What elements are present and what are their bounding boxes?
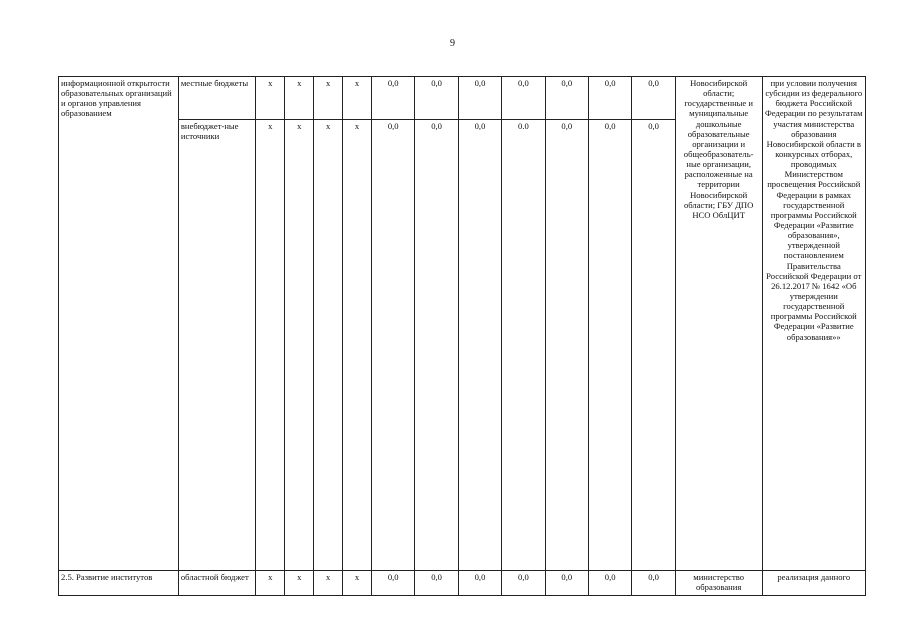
amount-cell: 0,0 bbox=[632, 77, 675, 120]
measure-name-cell: информационной открытости образовательных организаций и органов управления образованием bbox=[59, 77, 179, 571]
x-cell: x bbox=[256, 571, 285, 596]
amount-cell: 0,0 bbox=[632, 571, 675, 596]
x-cell: x bbox=[343, 571, 372, 596]
executor-cell: Новосибирской области; государственные и муниципальные дошкольные образовательные организации и общеобразователь-ные организации, расположенные на территории Новосибирской области; ГБУ ДПО НСО ОблЦИТ bbox=[675, 77, 762, 571]
amount-cell: 0,0 bbox=[458, 120, 501, 571]
x-cell: x bbox=[343, 77, 372, 120]
x-cell: x bbox=[256, 77, 285, 120]
amount-cell: 0,0 bbox=[372, 77, 415, 120]
amount-cell: 0,0 bbox=[458, 77, 501, 120]
page-number: 9 bbox=[450, 38, 455, 49]
amount-cell: 0,0 bbox=[458, 571, 501, 596]
amount-cell: 0,0 bbox=[588, 77, 631, 120]
note-cell: реализация данного bbox=[762, 571, 865, 596]
x-cell: x bbox=[343, 120, 372, 571]
executor-cell: министерство образования bbox=[675, 571, 762, 596]
amount-cell: 0,0 bbox=[588, 120, 631, 571]
amount-cell: 0,0 bbox=[502, 77, 545, 120]
funding-source-cell: местные бюджеты bbox=[178, 77, 255, 120]
x-cell: x bbox=[314, 77, 343, 120]
note-cell: при условии получения субсидии из федерального бюджета Российской Федерации по результатам участия министерства образования Новосибирской области в конкурсных отборах, проводимых Министерством просвещения Российской Федерации в рамках государственной программы Российской Федерации «Развитие образования», утвержденной постановлением Правительства Российской Федерации от 26.12.2017 № 1642 «Об утверждении государственной программы Российской Федерации «Развитие образования»» bbox=[762, 77, 865, 571]
amount-cell: 0,0 bbox=[545, 571, 588, 596]
amount-cell: 0.0 bbox=[502, 120, 545, 571]
funding-source-cell: областной бюджет bbox=[178, 571, 255, 596]
financing-table bbox=[58, 76, 866, 596]
x-cell: x bbox=[285, 120, 314, 571]
amount-cell: 0,0 bbox=[372, 120, 415, 571]
amount-cell: 0,0 bbox=[502, 571, 545, 596]
amount-cell: 0,0 bbox=[545, 77, 588, 120]
funding-source-cell: внебюджет-ные источники bbox=[178, 120, 255, 571]
x-cell: x bbox=[256, 120, 285, 571]
x-cell: x bbox=[285, 77, 314, 120]
x-cell: x bbox=[314, 120, 343, 571]
amount-cell: 0,0 bbox=[372, 571, 415, 596]
measure-name-cell: 2.5. Развитие институтов bbox=[59, 571, 179, 596]
table-row bbox=[59, 571, 866, 596]
table-row bbox=[59, 77, 866, 120]
amount-cell: 0,0 bbox=[415, 571, 458, 596]
amount-cell: 0,0 bbox=[415, 77, 458, 120]
amount-cell: 0,0 bbox=[632, 120, 675, 571]
x-cell: x bbox=[285, 571, 314, 596]
x-cell: x bbox=[314, 571, 343, 596]
amount-cell: 0,0 bbox=[415, 120, 458, 571]
amount-cell: 0,0 bbox=[545, 120, 588, 571]
amount-cell: 0,0 bbox=[588, 571, 631, 596]
